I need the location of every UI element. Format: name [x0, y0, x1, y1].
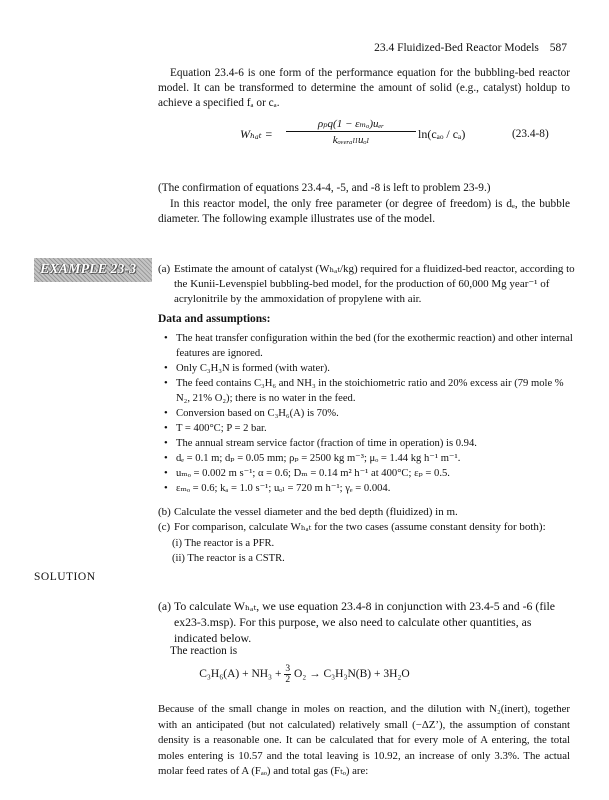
- running-header: [374, 42, 567, 54]
- list-item: • uₘₒ = 0.002 m s⁻¹; α = 0.6; Dₘ = 0.14 m² h⁻¹ at 400°C; εₚ = 0.5.: [164, 466, 574, 481]
- solution-part-a-label: (a): [158, 599, 172, 613]
- section-title: 23.4 Fluidized-Bed Reactor Models: [374, 42, 539, 54]
- reaction-rhs: O₂ → C₃H₃N(B) + 3H₂O: [293, 668, 410, 681]
- list-item: • The feed contains C₃H₆ and NH₃ in the stoichiometric ratio and 20% excess air (79 mole % N₂, 21% O₂); there is no water in the feed.: [164, 376, 574, 406]
- sub-item-text: The reactor is a CSTR.: [187, 553, 285, 564]
- list-item: • The annual stream service factor (fraction of time in operation) is 0.94.: [164, 436, 574, 451]
- part-a-label: (a): [158, 263, 171, 275]
- part-a-text: Estimate the amount of catalyst (Wₕₐₜ/kg) required for a fluidized-bed reactor, according to the Kunii-Levenspiel bubbling-bed model, for the production of 60,000 Mg year⁻¹ of acrylonitrile by the ammoxidation of propylene with air.: [174, 263, 575, 305]
- sub-item-pfr: [172, 536, 274, 551]
- assumptions-list: [164, 331, 574, 496]
- list-item: • dₑ = 0.1 m; dₚ = 0.05 mm; ρₚ = 2500 kg m⁻³; μₒ = 1.44 kg h⁻¹ m⁻¹.: [164, 451, 574, 466]
- sub-item-cstr: [172, 551, 285, 566]
- equation-fraction: [286, 117, 416, 146]
- coefficient-numerator: 3: [285, 664, 291, 674]
- example-part-b: [158, 505, 576, 520]
- model-paragraph: In this reactor model, the only free parameter (or degree of freedom) is dₑ, the bubble diameter. The following example illustrates use of the model.: [158, 198, 570, 225]
- list-item: • Conversion based on C₃H₆(A) is 70%.: [164, 406, 574, 421]
- equation-number: (23.4-8): [512, 128, 549, 140]
- intro-paragraph: Equation 23.4-6 is one form of the performance equation for the bubbling-bed reactor model. It can be transformed to determine the amount of solid (e.g., catalyst) holdup to achieve a specified fₐ or cₐ.: [158, 67, 570, 109]
- reaction-equation: [0, 664, 609, 685]
- part-c-label: (c): [158, 521, 171, 533]
- equation-lhs: Wₕₐₜ =: [240, 127, 273, 141]
- sub-item-label: (i): [172, 538, 182, 549]
- solution-part-a: [158, 598, 576, 646]
- list-item: • εₘₒ = 0.6; kₐ = 1.0 s⁻¹; uₒₗ = 720 m h⁻¹; γₑ = 0.004.: [164, 481, 574, 496]
- list-item: • The heat transfer configuration within the bed (for the exothermic reaction) and other internal features are ignored.: [164, 331, 574, 361]
- example-banner: EXAMPLE 23-3: [34, 258, 152, 282]
- reaction-lhs: C₃H₆(A) + NH₃ +: [199, 668, 282, 681]
- equation-numerator: ρₚq(1 − εₘₒ)uₑᵣ: [286, 117, 416, 132]
- reaction-coefficient: [284, 664, 291, 685]
- data-heading: Data and assumptions:: [158, 313, 271, 325]
- sub-item-text: The reactor is a PFR.: [184, 538, 275, 549]
- sub-item-label: (ii): [172, 553, 185, 564]
- part-b-text: Calculate the vessel diameter and the bed depth (fluidized) in m.: [174, 506, 458, 518]
- reaction-intro: The reaction is: [170, 645, 238, 657]
- example-part-c: [158, 520, 576, 535]
- list-item: • T = 400°C; P = 2 bar.: [164, 421, 574, 436]
- solution-label: SOLUTION: [34, 571, 96, 583]
- part-c-text: For comparison, calculate Wₕₐₜ for the two cases (assume constant density for both):: [174, 521, 546, 533]
- list-item: • Only C₃H₃N is formed (with water).: [164, 361, 574, 376]
- coefficient-denominator: 2: [285, 675, 291, 685]
- example-part-a: [158, 262, 576, 307]
- page-number: 587: [549, 42, 567, 54]
- closing-paragraph: Because of the small change in moles on reaction, and the dilution with N₂(inert), together with an anticipated (but not calculated) relatively small (−ΔZ’), the assumption of constant density is a reasonable one. It can be calculated that for every mole of A entering, the total moles entering is 10.57 and the total leaving is 10.92, an increase of only 3.3%. The actual molar feed rates of A (Fₐₒ) and total gas (Fₜₒ) are:: [158, 703, 570, 777]
- equation-log-term: ln(cₐₒ / cₐ): [418, 127, 466, 141]
- confirmation-note: (The confirmation of equations 23.4-4, -5, and -8 is left to problem 23-9.): [158, 182, 491, 194]
- solution-part-a-text: To calculate Wₕₐₜ, we use equation 23.4-8 in conjunction with 23.4-5 and -6 (file ex23-3.msp). For this purpose, we also need to calculate other quantities, as indicated below.: [174, 599, 556, 645]
- part-b-label: (b): [158, 506, 171, 518]
- equation-denominator: kₒᵥₑᵣₐₗₗuₒₗ: [332, 134, 370, 146]
